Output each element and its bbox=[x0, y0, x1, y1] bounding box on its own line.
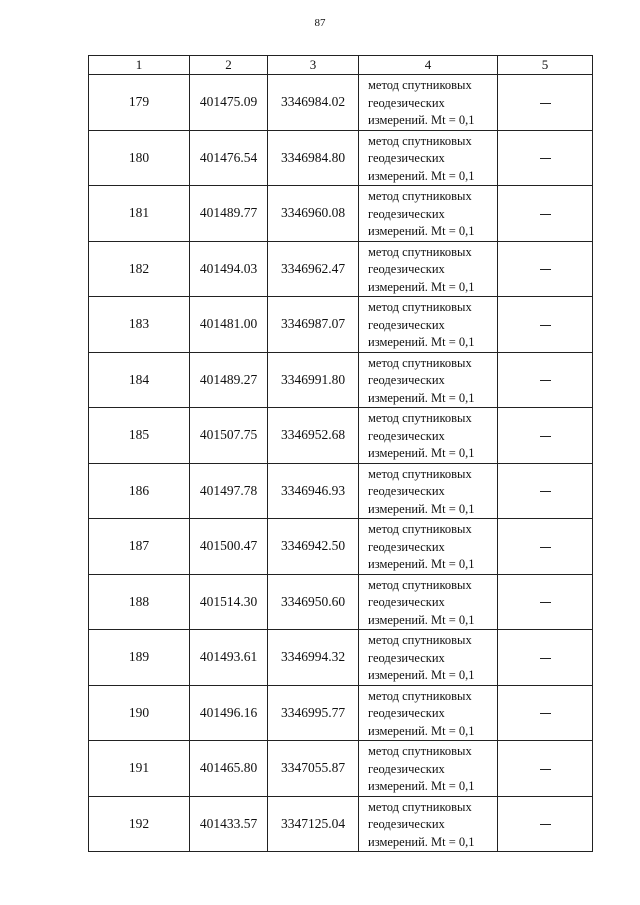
point-number-cell: 187 bbox=[89, 519, 190, 575]
method-line: геодезических bbox=[368, 428, 445, 443]
method-cell bbox=[359, 463, 498, 519]
method-line: геодезических bbox=[368, 206, 445, 221]
x-coordinate-cell: 401494.03 bbox=[190, 241, 268, 297]
dash-mark bbox=[540, 658, 551, 659]
note-cell bbox=[498, 241, 593, 297]
point-number-cell: 184 bbox=[89, 352, 190, 408]
y-coordinate-cell: 3346987.07 bbox=[268, 297, 359, 353]
x-coordinate-cell: 401489.77 bbox=[190, 186, 268, 242]
table-row bbox=[89, 630, 593, 686]
table-row bbox=[89, 796, 593, 852]
dash-mark bbox=[540, 436, 551, 437]
note-cell bbox=[498, 186, 593, 242]
x-coordinate-cell: 401475.09 bbox=[190, 75, 268, 131]
method-line: метод спутниковых bbox=[368, 633, 472, 647]
method-line: геодезических bbox=[368, 317, 445, 332]
x-coordinate-cell: 401493.61 bbox=[190, 630, 268, 686]
dash-mark bbox=[540, 824, 551, 825]
method-line: метод спутниковых bbox=[368, 300, 472, 314]
table-row bbox=[89, 130, 593, 186]
coordinates-table bbox=[88, 55, 593, 852]
table-header-row bbox=[89, 56, 593, 75]
method-line: метод спутниковых bbox=[368, 244, 472, 259]
point-number-cell: 190 bbox=[89, 685, 190, 741]
method-cell bbox=[359, 186, 498, 242]
method-line: геодезических bbox=[368, 373, 445, 387]
method-cell bbox=[359, 130, 498, 186]
page-number: 87 bbox=[314, 17, 326, 29]
table-row bbox=[89, 574, 593, 630]
method-line: измерений. Mt = 0,1 bbox=[368, 335, 475, 349]
method-line: метод спутниковых bbox=[368, 799, 472, 814]
y-coordinate-cell: 3346995.77 bbox=[268, 685, 359, 741]
table-row bbox=[89, 408, 593, 464]
method-line: геодезических bbox=[368, 151, 445, 165]
y-coordinate-cell: 3346962.47 bbox=[268, 241, 359, 297]
y-coordinate-cell: 3346952.68 bbox=[268, 408, 359, 464]
column-header-3: 3 bbox=[268, 56, 359, 75]
method-line: геодезических bbox=[368, 650, 445, 665]
y-coordinate-cell: 3347125.04 bbox=[268, 796, 359, 852]
dash-mark bbox=[540, 769, 551, 770]
method-cell bbox=[359, 741, 498, 797]
note-cell bbox=[498, 130, 593, 186]
note-cell bbox=[498, 685, 593, 741]
y-coordinate-cell: 3346960.08 bbox=[268, 186, 359, 242]
method-line: геодезических bbox=[368, 595, 445, 609]
method-line: измерений. Mt = 0,1 bbox=[368, 113, 475, 127]
method-line: метод спутниковых bbox=[368, 189, 472, 203]
dash-mark bbox=[540, 158, 551, 159]
point-number-cell: 189 bbox=[89, 630, 190, 686]
table-row bbox=[89, 297, 593, 353]
dash-mark bbox=[540, 269, 551, 270]
dash-mark bbox=[540, 214, 551, 215]
point-number-cell: 180 bbox=[89, 130, 190, 186]
note-cell bbox=[498, 352, 593, 408]
point-number-cell: 181 bbox=[89, 186, 190, 242]
column-header-5: 5 bbox=[498, 56, 593, 75]
method-cell bbox=[359, 630, 498, 686]
method-line: геодезических bbox=[368, 539, 445, 554]
method-cell bbox=[359, 75, 498, 131]
x-coordinate-cell: 401489.27 bbox=[190, 352, 268, 408]
note-cell bbox=[498, 574, 593, 630]
y-coordinate-cell: 3346984.02 bbox=[268, 75, 359, 131]
method-line: измерений. Mt = 0,1 bbox=[368, 390, 475, 405]
point-number-cell: 179 bbox=[89, 75, 190, 131]
column-header-1: 1 bbox=[89, 56, 190, 75]
point-number-cell: 191 bbox=[89, 741, 190, 797]
method-line: измерений. Mt = 0,1 bbox=[368, 723, 475, 738]
dash-mark bbox=[540, 491, 551, 492]
method-line: измерений. Mt = 0,1 bbox=[368, 279, 475, 294]
x-coordinate-cell: 401497.78 bbox=[190, 463, 268, 519]
note-cell bbox=[498, 75, 593, 131]
table-row bbox=[89, 519, 593, 575]
table-row bbox=[89, 75, 593, 131]
method-cell bbox=[359, 241, 498, 297]
y-coordinate-cell: 3347055.87 bbox=[268, 741, 359, 797]
x-coordinate-cell: 401481.00 bbox=[190, 297, 268, 353]
method-line: метод спутниковых bbox=[368, 78, 472, 92]
method-cell bbox=[359, 408, 498, 464]
method-cell bbox=[359, 574, 498, 630]
dash-mark bbox=[540, 713, 551, 714]
note-cell bbox=[498, 796, 593, 852]
x-coordinate-cell: 401465.80 bbox=[190, 741, 268, 797]
method-line: метод спутниковых bbox=[368, 133, 472, 148]
dash-mark bbox=[540, 547, 551, 548]
y-coordinate-cell: 3346984.80 bbox=[268, 130, 359, 186]
y-coordinate-cell: 3346942.50 bbox=[268, 519, 359, 575]
note-cell bbox=[498, 408, 593, 464]
dash-mark bbox=[540, 103, 551, 104]
note-cell bbox=[498, 741, 593, 797]
method-line: измерений. Mt = 0,1 bbox=[368, 668, 475, 682]
table-row bbox=[89, 241, 593, 297]
method-cell bbox=[359, 685, 498, 741]
method-line: геодезических bbox=[368, 262, 445, 276]
method-line: измерений. Mt = 0,1 bbox=[368, 834, 475, 849]
method-line: метод спутниковых bbox=[368, 688, 472, 703]
x-coordinate-cell: 401496.16 bbox=[190, 685, 268, 741]
method-line: геодезических bbox=[368, 761, 445, 776]
method-line: метод спутниковых bbox=[368, 411, 472, 425]
y-coordinate-cell: 3346994.32 bbox=[268, 630, 359, 686]
y-coordinate-cell: 3346950.60 bbox=[268, 574, 359, 630]
table-row bbox=[89, 741, 593, 797]
method-line: геодезических bbox=[368, 706, 445, 720]
method-line: измерений. Mt = 0,1 bbox=[368, 168, 475, 183]
x-coordinate-cell: 401507.75 bbox=[190, 408, 268, 464]
note-cell bbox=[498, 519, 593, 575]
point-number-cell: 188 bbox=[89, 574, 190, 630]
method-line: измерений. Mt = 0,1 bbox=[368, 446, 475, 460]
x-coordinate-cell: 401500.47 bbox=[190, 519, 268, 575]
dash-mark bbox=[540, 380, 551, 381]
x-coordinate-cell: 401433.57 bbox=[190, 796, 268, 852]
note-cell bbox=[498, 630, 593, 686]
table-row bbox=[89, 186, 593, 242]
method-cell bbox=[359, 352, 498, 408]
y-coordinate-cell: 3346991.80 bbox=[268, 352, 359, 408]
method-cell bbox=[359, 297, 498, 353]
y-coordinate-cell: 3346946.93 bbox=[268, 463, 359, 519]
point-number-cell: 185 bbox=[89, 408, 190, 464]
column-header-4: 4 bbox=[359, 56, 498, 75]
method-line: измерений. Mt = 0,1 bbox=[368, 501, 475, 516]
method-line: геодезических bbox=[368, 817, 445, 831]
method-cell bbox=[359, 519, 498, 575]
method-line: метод спутниковых bbox=[368, 466, 472, 481]
note-cell bbox=[498, 297, 593, 353]
method-cell bbox=[359, 796, 498, 852]
method-line: геодезических bbox=[368, 484, 445, 498]
dash-mark bbox=[540, 602, 551, 603]
method-line: метод спутниковых bbox=[368, 355, 472, 370]
x-coordinate-cell: 401476.54 bbox=[190, 130, 268, 186]
note-cell bbox=[498, 463, 593, 519]
x-coordinate-cell: 401514.30 bbox=[190, 574, 268, 630]
table-row bbox=[89, 685, 593, 741]
dash-mark bbox=[540, 325, 551, 326]
method-line: метод спутниковых bbox=[368, 522, 472, 536]
column-header-2: 2 bbox=[190, 56, 268, 75]
method-line: измерений. Mt = 0,1 bbox=[368, 612, 475, 627]
point-number-cell: 186 bbox=[89, 463, 190, 519]
method-line: измерений. Mt = 0,1 bbox=[368, 557, 475, 571]
method-line: измерений. Mt = 0,1 bbox=[368, 779, 475, 793]
method-line: измерений. Mt = 0,1 bbox=[368, 224, 475, 238]
point-number-cell: 192 bbox=[89, 796, 190, 852]
point-number-cell: 183 bbox=[89, 297, 190, 353]
point-number-cell: 182 bbox=[89, 241, 190, 297]
method-line: метод спутниковых bbox=[368, 744, 472, 758]
method-line: метод спутниковых bbox=[368, 577, 472, 592]
method-line: геодезических bbox=[368, 95, 445, 110]
table-row bbox=[89, 352, 593, 408]
table-row bbox=[89, 463, 593, 519]
